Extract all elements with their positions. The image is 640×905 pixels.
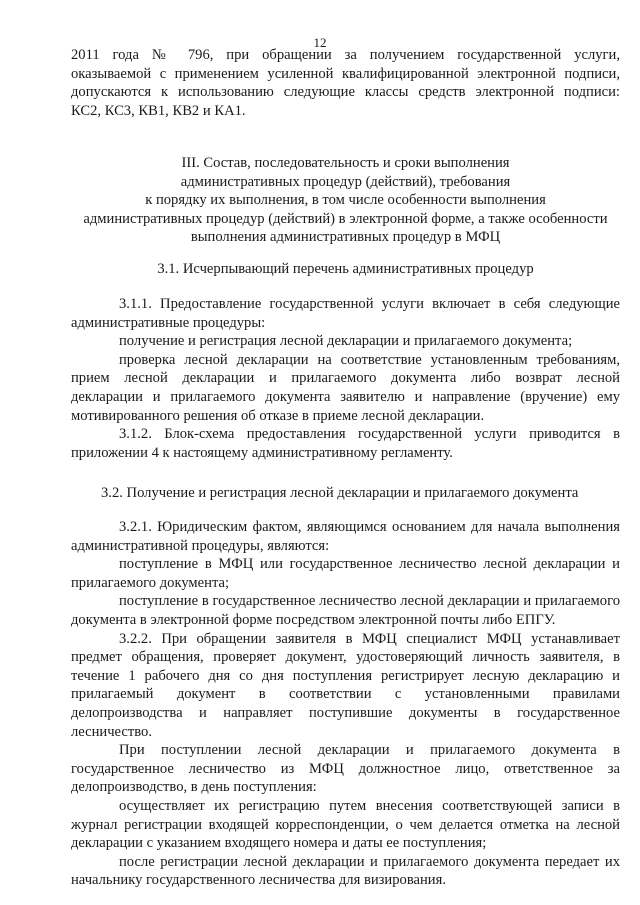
text-line: КС2, КС3, КВ1, КВ2 и КА1. <box>71 102 246 119</box>
text-line: декларации и прилагаемого документа заявителю и направление (вручение) ему <box>71 388 620 405</box>
intro-paragraph <box>71 46 620 120</box>
subheading-text: 3.1. Исчерпывающий перечень административных процедур <box>157 261 534 277</box>
text-line: 3.2.2. При обращении заявителя в МФЦ специалист МФЦ устанавливает <box>119 630 620 647</box>
text-line: предмет обращения, проверяет документ, удостоверяющий личность заявителя, в <box>71 649 620 666</box>
list-item: получение и регистрация лесной декларации и прилагаемого документа; <box>119 333 573 350</box>
text-line: прилагаемый документ в соответствии с установленными правилами <box>71 686 620 703</box>
text-line: приложении 4 к настоящему административному регламенту. <box>71 444 453 461</box>
text-line: 3.1.1. Предоставление государственной услуги включает в себя следующие <box>119 296 620 312</box>
text-line: после регистрации лесной декларации и прилагаемого документа передает их <box>119 853 620 870</box>
text-line: лесничество. <box>71 723 152 740</box>
text-line: мотивированного решения об отказе в приеме лесной декларации. <box>71 407 485 424</box>
text-line: допускаются к использованию следующие классы средств электронной подписи: <box>71 84 620 101</box>
text-line: делопроизводства и направляет поступившие документы в государственное <box>71 704 620 721</box>
text-line: 3.2.1. Юридическим фактом, являющимся основанием для начала выполнения <box>119 519 620 535</box>
paragraph-3-2-1 <box>71 518 620 890</box>
paragraph-3-1-1 <box>71 295 620 462</box>
text-line: прием лесной декларации и прилагаемого документа либо возврат лесной <box>71 370 620 387</box>
heading-line: выполнения административных процедур в МФЦ <box>190 229 501 246</box>
text-line: прилагаемого документа; <box>71 574 230 591</box>
text-line: При поступлении лесной декларации и прилагаемого документа в <box>119 742 620 759</box>
text-line: проверка лесной декларации на соответствие установленным требованиям, <box>119 351 620 368</box>
text-line: административной процедуры, являются: <box>71 537 330 554</box>
heading-line: административных процедур (действий) в электронной форме, а также особенности <box>83 210 608 227</box>
page-number: 12 <box>313 35 327 50</box>
text-line: поступление в государственное лесничество лесной декларации и прилагаемого <box>119 593 620 610</box>
text-line: течение 1 рабочего дня со дня поступления регистрирует лесную декларацию и <box>71 667 620 684</box>
heading-line: к порядку их выполнения, в том числе особенности выполнения <box>145 192 546 209</box>
text-line: административные процедуры: <box>71 314 266 331</box>
subheading-3-1 <box>71 260 620 279</box>
subheading-3-2 <box>71 484 620 503</box>
text-line: документа в электронной форме посредством электронной почты либо ЕПГУ. <box>71 611 556 628</box>
heading-line: III. Состав, последовательность и сроки выполнения <box>181 155 510 171</box>
text-line: 3.1.2. Блок-схема предоставления государственной услуги приводится в <box>119 426 620 443</box>
text-line: делопроизводство, в день поступления: <box>71 779 317 796</box>
text-line: декларации с указанием входящего номера и даты ее поступления; <box>71 835 487 852</box>
text-line: начальнику государственного лесничества для визирования. <box>71 872 446 889</box>
subheading-text: 3.2. Получение и регистрация лесной декларации и прилагаемого документа <box>101 485 579 501</box>
text-line: осуществляет их регистрацию путем внесения соответствующей записи в <box>119 797 620 814</box>
heading-line: административных процедур (действий), требования <box>180 173 511 190</box>
text-line: журнал регистрации входящей корреспонденции, о чем делается отметка на лесной <box>71 816 620 833</box>
section-heading <box>71 154 620 247</box>
text-line: государственное лесничество из МФЦ должностное лицо, ответственное за <box>71 760 620 777</box>
text-line: оказываемой с применением усиленной квалифицированной электронной подписи, <box>71 65 620 82</box>
text-line: 2011 года № 796, при обращении за получением государственной услуги, <box>71 47 620 63</box>
text-line: поступление в МФЦ или государственное лесничество лесной декларации и <box>119 556 620 573</box>
